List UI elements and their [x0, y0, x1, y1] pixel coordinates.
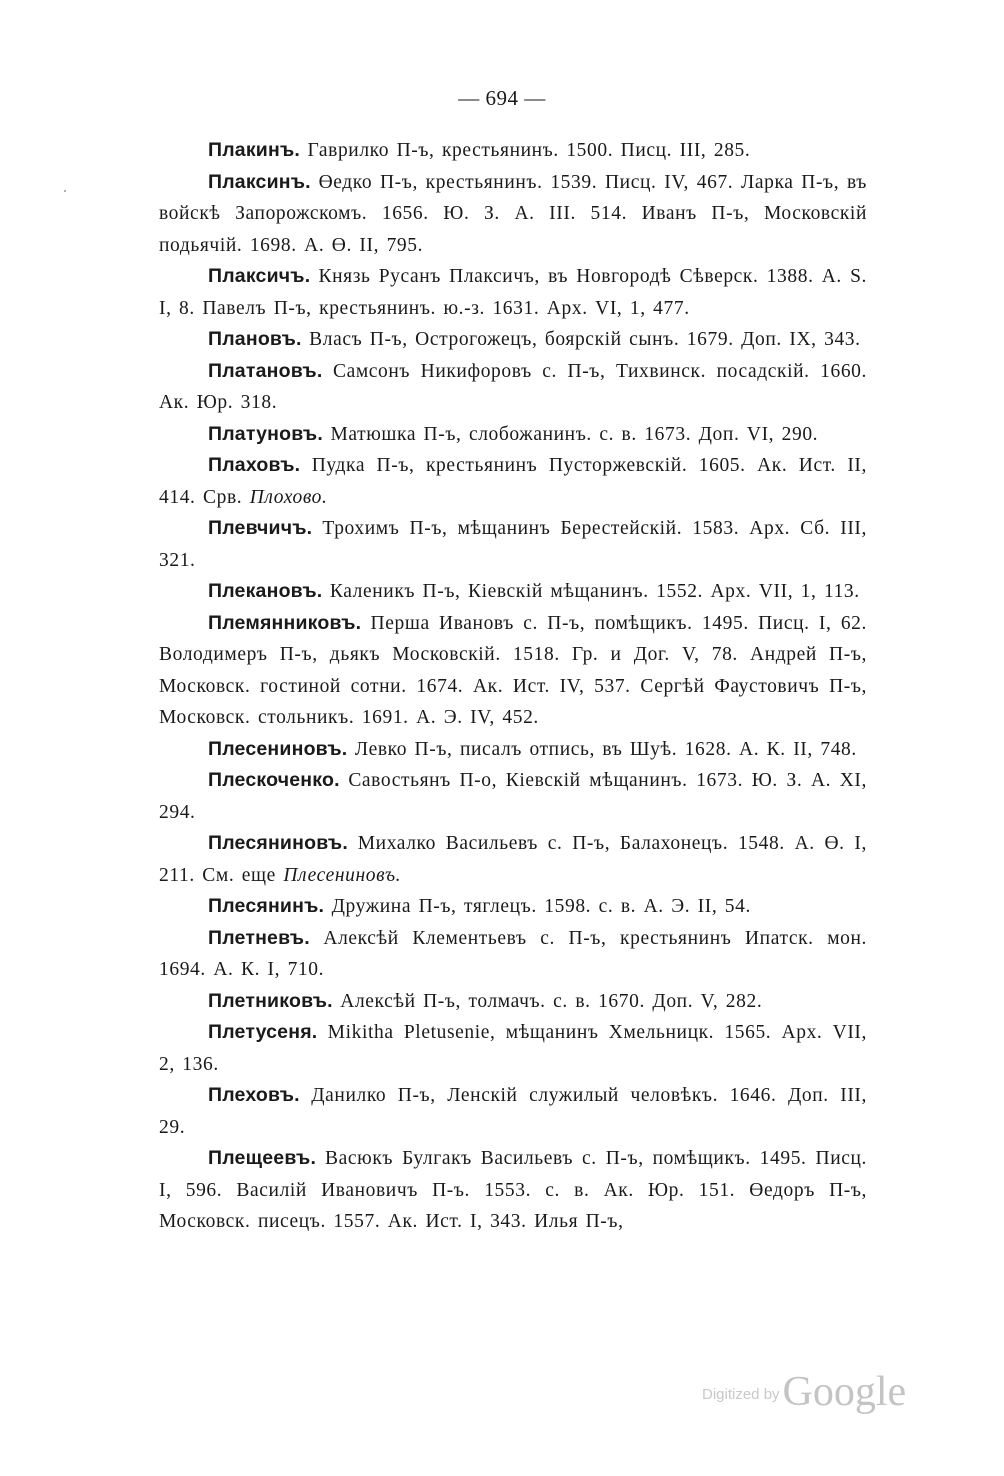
- google-logo: Google: [782, 1369, 907, 1415]
- entry-text: Князь Русанъ Плаксичъ, въ Новгородѣ Сѣверск. 1388. А. S. I, 8. Павелъ П-ъ, крестьянинъ. ю.-з. 1631. Арх. VI, 1, 477.: [159, 266, 867, 319]
- entry-text: Гаврилко П-ъ, крестьянинъ. 1500. Писц. III, 285.: [300, 140, 751, 161]
- digitized-by-watermark: [702, 1368, 906, 1416]
- entry-plaksich: [159, 261, 867, 324]
- scan-speck: [64, 190, 66, 192]
- entry-plescheev: [159, 1143, 867, 1238]
- entry-plaksin: [159, 167, 867, 262]
- entry-plesyanin: [159, 891, 867, 923]
- entry-text: Өедко П-ъ, крестьянинъ. 1539. Писц. IV, 467. Ларка П-ъ, въ войскѣ Запорожскомъ. 1656. Ю. З. А. III. 514. Иванъ П-ъ, Московскій подьячій. 1698. А. Ө. II, 795.: [159, 171, 867, 256]
- headword: Плекановъ.: [208, 580, 323, 602]
- entry-text: Каленикъ П-ъ, Кіевскій мѣщанинъ. 1552. Арх. VII, 1, 113.: [322, 581, 860, 602]
- headword: Плетневъ.: [208, 926, 310, 949]
- headword: Плесениновъ.: [208, 737, 348, 760]
- headword: Плетусеня.: [208, 1021, 318, 1043]
- entry-text: Пудка П-ъ, крестьянинъ Пусторжевскій. 1605. Ак. Ист. II, 414. Срв.: [159, 455, 867, 508]
- headword: Плещеевъ.: [208, 1147, 317, 1169]
- entry-pletnikov: [159, 986, 867, 1018]
- entry-text: Савостьянъ П-о, Кіевскій мѣщанинъ. 1673. Ю. З. А. XI, 294.: [159, 770, 867, 823]
- entry-text: Левко П-ъ, писалъ отпись, въ Шуѣ. 1628. А. К. II, 748.: [347, 738, 857, 760]
- entry-plakin: [159, 135, 867, 167]
- headword: Платановъ.: [208, 359, 323, 382]
- headword: Платуновъ.: [208, 422, 323, 445]
- headword: Плеховъ.: [208, 1084, 300, 1106]
- entry-text: Власъ П-ъ, Острогожецъ, боярскій сынъ. 1679. Доп. IX, 343.: [301, 329, 861, 350]
- cross-reference: Плохово.: [249, 486, 328, 508]
- entry-text: Алексѣй Клементьевъ с. П-ъ, крестьянинъ Ипатск. мон. 1694. А. К. I, 710.: [159, 927, 867, 980]
- entry-plemyannikov: [159, 608, 867, 734]
- headword: Плескоченко.: [208, 769, 340, 791]
- headword: Плаксинъ.: [208, 170, 311, 193]
- headword: Плесянинъ.: [208, 895, 325, 917]
- dictionary-text: [159, 135, 867, 1238]
- entry-plekanov: [159, 576, 867, 608]
- entry-planov: [159, 324, 867, 356]
- headword: Плакинъ.: [208, 139, 301, 161]
- watermark-label: Digitized by: [702, 1386, 780, 1403]
- entry-text: Самсонъ Никифоровъ с. П-ъ, Тихвинск. посадскій. 1660. Ак. Юр. 318.: [159, 360, 867, 413]
- headword: Плаксичъ.: [208, 265, 311, 287]
- entry-text: Перша Ивановъ с. П-ъ, помѣщикъ. 1495. Писц. I, 62. Володимеръ П-ъ, дьякъ Московскій. 1518. Гр. и Дог. V, 78. Андрей П-ъ, Московск. гостиной сотни. 1674. Ак. Ист. IV, 537. Сергѣй Фаустовичъ П-ъ, Московск. стольникъ. 1691. А. Э. IV, 452.: [159, 612, 867, 728]
- entry-text: Васюкъ Булгакъ Васильевъ с. П-ъ, помѣщикъ. 1495. Писц. I, 596. Василій Ивановичъ П-ъ. 1553. с. в. Ак. Юр. 151. Өедоръ П-ъ, Московск. писецъ. 1557. Ак. Ист. I, 343. Илья П-ъ,: [159, 1148, 867, 1232]
- entry-text: Алексѣй П-ъ, толмачъ. с. в. 1670. Доп. V, 282.: [332, 990, 763, 1012]
- entry-platanov: [159, 356, 867, 419]
- headword: Плановъ.: [208, 328, 302, 350]
- entry-pleskochenko: [159, 765, 867, 828]
- entry-pletusenya: [159, 1017, 867, 1080]
- entry-text: Mikitha Pletusenie, мѣщанинъ Хмельницк. 1565. Арх. VII, 2, 136.: [159, 1022, 867, 1075]
- page-number: — 694 —: [458, 86, 546, 110]
- headword: Плевчичъ.: [208, 517, 313, 539]
- headword: Плетниковъ.: [208, 989, 333, 1012]
- headword: Плесяниновъ.: [208, 832, 348, 854]
- cross-reference: Плесениновъ.: [283, 864, 402, 886]
- entry-text: Трохимъ П-ъ, мѣщанинъ Берестейскій. 1583. Арх. Сб. III, 321.: [159, 518, 867, 571]
- entry-plevchich: [159, 513, 867, 576]
- headword: Племянниковъ.: [208, 611, 362, 634]
- entry-plesseninov: [159, 734, 867, 766]
- entry-plekhov: [159, 1080, 867, 1143]
- headword: Плаховъ.: [208, 454, 301, 476]
- entry-text: Дружина П-ъ, тяглецъ. 1598. с. в. А. Э. II, 54.: [324, 896, 751, 917]
- entry-text: Матюшка П-ъ, слобожанинъ. с. в. 1673. Доп. VI, 290.: [322, 423, 819, 445]
- entry-plakhov: [159, 450, 867, 513]
- entry-pletnev: [159, 923, 867, 986]
- entry-plesyaninov: [159, 828, 867, 891]
- entry-platunov: [159, 419, 867, 451]
- entry-text: Данилко П-ъ, Ленскій служилый человѣкъ. 1646. Доп. III, 29.: [159, 1085, 867, 1138]
- entry-text: Михалко Васильевъ с. П-ъ, Балахонецъ. 1548. А. Ө. I, 211. См. еще: [159, 833, 867, 886]
